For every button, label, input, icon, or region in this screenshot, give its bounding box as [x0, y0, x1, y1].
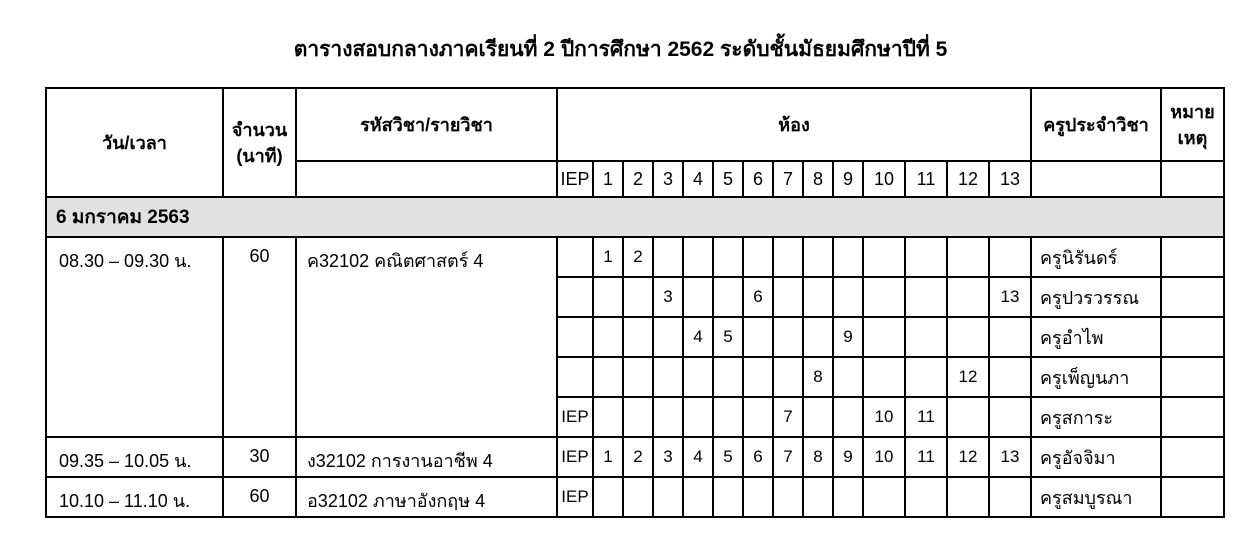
room-cell: [683, 237, 713, 277]
teacher-cell: ครูสมบูรณา: [1031, 477, 1161, 517]
room-cell: [557, 277, 593, 317]
room-cell: [947, 397, 989, 437]
header-remark-line2: เหตุ: [1177, 127, 1208, 148]
timetable-body: [46, 197, 1224, 517]
room-cell: [623, 277, 653, 317]
empty-subheader-subject: [296, 161, 557, 197]
room-cell: IEP: [557, 437, 593, 477]
room-cell: [803, 237, 833, 277]
room-cell: [803, 477, 833, 517]
room-cell: 11: [905, 397, 947, 437]
room-cell: [557, 237, 593, 277]
room-cell: [653, 357, 683, 397]
room-cell: 6: [743, 437, 773, 477]
remark-cell: [1161, 317, 1224, 357]
room-column-header: 5: [713, 161, 743, 197]
room-cell: [593, 477, 623, 517]
room-cell: [947, 277, 989, 317]
room-cell: [623, 477, 653, 517]
room-cell: 13: [989, 437, 1031, 477]
remark-cell: [1161, 277, 1224, 317]
room-cell: 3: [653, 437, 683, 477]
time-cell: 08.30 – 09.30 น.: [46, 237, 223, 437]
timetable-header: [46, 88, 1224, 197]
room-cell: 8: [803, 437, 833, 477]
room-cell: [905, 237, 947, 277]
room-cell: 4: [683, 437, 713, 477]
room-cell: [773, 357, 803, 397]
room-column-header: 3: [653, 161, 683, 197]
room-cell: [713, 277, 743, 317]
room-cell: 8: [803, 357, 833, 397]
room-cell: [833, 477, 863, 517]
header-duration: [223, 88, 296, 197]
room-cell: [947, 477, 989, 517]
room-cell: [905, 277, 947, 317]
room-cell: [743, 357, 773, 397]
room-cell: [683, 357, 713, 397]
room-cell: [593, 317, 623, 357]
room-column-header: 6: [743, 161, 773, 197]
room-cell: [713, 237, 743, 277]
remark-cell: [1161, 437, 1224, 477]
room-cell: 11: [905, 437, 947, 477]
page-title: ตารางสอบกลางภาคเรียนที่ 2 ปีการศึกษา 2562 ระดับชั้นมัธยมศึกษาปีที่ 5: [293, 38, 948, 61]
header-duration-line2: (นาที): [236, 145, 283, 166]
teacher-cell: ครูเพ็ญนภา: [1031, 357, 1161, 397]
room-cell: [773, 277, 803, 317]
room-cell: 7: [773, 437, 803, 477]
room-cell: [833, 357, 863, 397]
room-cell: 10: [863, 397, 905, 437]
room-cell: [833, 277, 863, 317]
room-cell: [683, 277, 713, 317]
room-cell: [833, 397, 863, 437]
header-duration-line1: จำนวน: [231, 119, 288, 140]
room-cell: [557, 317, 593, 357]
room-cell: [803, 317, 833, 357]
room-cell: [557, 357, 593, 397]
room-cell: [863, 357, 905, 397]
teacher-cell: ครูปวรวรรณ: [1031, 277, 1161, 317]
room-cell: [989, 477, 1031, 517]
room-column-header: 11: [905, 161, 947, 197]
room-cell: [593, 277, 623, 317]
room-cell: [905, 317, 947, 357]
header-remark: [1161, 88, 1224, 161]
room-cell: [743, 237, 773, 277]
room-column-header: 8: [803, 161, 833, 197]
room-cell: IEP: [557, 397, 593, 437]
room-cell: [653, 397, 683, 437]
room-cell: 9: [833, 317, 863, 357]
header-teacher: ครูประจำวิชา: [1031, 88, 1161, 161]
exam-timetable: [45, 87, 1225, 518]
room-column-header: 4: [683, 161, 713, 197]
teacher-cell: ครูนิรันดร์: [1031, 237, 1161, 277]
room-column-header: 1: [593, 161, 623, 197]
room-cell: [803, 397, 833, 437]
room-cell: [863, 477, 905, 517]
room-cell: [653, 237, 683, 277]
room-cell: [773, 317, 803, 357]
room-column-header: 2: [623, 161, 653, 197]
room-cell: 10: [863, 437, 905, 477]
room-cell: 5: [713, 317, 743, 357]
empty-subheader-teacher: [1031, 161, 1161, 197]
room-cell: [743, 397, 773, 437]
room-cell: [623, 317, 653, 357]
room-column-header: 13: [989, 161, 1031, 197]
duration-cell: 60: [223, 237, 296, 437]
room-cell: [905, 477, 947, 517]
remark-cell: [1161, 237, 1224, 277]
teacher-cell: ครูสการะ: [1031, 397, 1161, 437]
date-section-row: [46, 197, 1224, 237]
header-remark-line1: หมาย: [1170, 101, 1215, 122]
remark-cell: [1161, 357, 1224, 397]
room-cell: [833, 237, 863, 277]
header-day-time: วัน/เวลา: [46, 88, 223, 197]
room-cell: [947, 317, 989, 357]
room-cell: [989, 357, 1031, 397]
teacher-cell: ครูอัจจิมา: [1031, 437, 1161, 477]
remark-cell: [1161, 397, 1224, 437]
subject-cell: ง32102 การงานอาชีพ 4: [296, 437, 557, 477]
room-cell: [683, 397, 713, 437]
time-cell: 10.10 – 11.10 น.: [46, 477, 223, 517]
room-cell: 6: [743, 277, 773, 317]
room-cell: [803, 277, 833, 317]
teacher-cell: ครูอำไพ: [1031, 317, 1161, 357]
header-subject: รหัสวิชา/รายวิชา: [296, 88, 557, 161]
room-column-header: 9: [833, 161, 863, 197]
room-cell: [989, 237, 1031, 277]
subject-cell: ค32102 คณิตศาสตร์ 4: [296, 237, 557, 437]
exam-row: [46, 237, 1224, 277]
duration-cell: 30: [223, 437, 296, 477]
room-cell: 2: [623, 437, 653, 477]
room-cell: [863, 277, 905, 317]
room-cell: 1: [593, 237, 623, 277]
header-room-group: ห้อง: [557, 88, 1031, 161]
room-cell: 2: [623, 237, 653, 277]
room-cell: [743, 317, 773, 357]
room-cell: [683, 477, 713, 517]
room-cell: [593, 357, 623, 397]
room-cell: [743, 477, 773, 517]
remark-cell: [1161, 477, 1224, 517]
time-cell: 09.35 – 10.05 น.: [46, 437, 223, 477]
room-column-header: IEP: [557, 161, 593, 197]
room-column-header: 7: [773, 161, 803, 197]
duration-cell: 60: [223, 477, 296, 517]
room-cell: [713, 397, 743, 437]
room-cell: [863, 237, 905, 277]
empty-subheader-remark: [1161, 161, 1224, 197]
date-section-label: 6 มกราคม 2563: [46, 197, 1224, 237]
room-cell: 9: [833, 437, 863, 477]
document-page: [0, 36, 1241, 534]
room-cell: [593, 397, 623, 437]
room-cell: 12: [947, 357, 989, 397]
room-cell: [653, 477, 683, 517]
room-cell: [653, 317, 683, 357]
room-cell: IEP: [557, 477, 593, 517]
room-cell: 7: [773, 397, 803, 437]
exam-row: [46, 437, 1224, 477]
room-cell: [623, 357, 653, 397]
room-cell: 12: [947, 437, 989, 477]
room-cell: 5: [713, 437, 743, 477]
room-column-header: 10: [863, 161, 905, 197]
room-cell: [623, 397, 653, 437]
exam-row: [46, 477, 1224, 517]
header-row-main: [46, 88, 1224, 161]
room-cell: [989, 397, 1031, 437]
subject-cell: อ32102 ภาษาอังกฤษ 4: [296, 477, 557, 517]
room-cell: 1: [593, 437, 623, 477]
room-cell: 4: [683, 317, 713, 357]
room-cell: [989, 317, 1031, 357]
room-cell: [905, 357, 947, 397]
room-cell: [713, 477, 743, 517]
room-cell: [863, 317, 905, 357]
room-column-header: 12: [947, 161, 989, 197]
room-cell: [947, 237, 989, 277]
room-cell: [713, 357, 743, 397]
room-cell: [773, 237, 803, 277]
room-cell: 3: [653, 277, 683, 317]
room-cell: 13: [989, 277, 1031, 317]
room-cell: [773, 477, 803, 517]
